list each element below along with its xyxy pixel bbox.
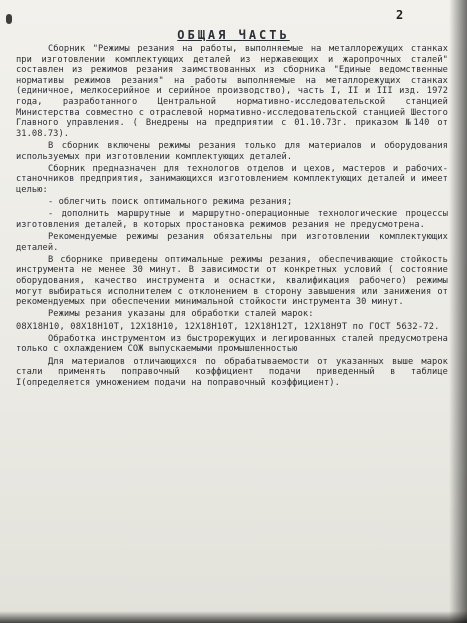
paragraph-optimal-modes: В сборнике приведены оптимальные режимы резания, обеспечивающие стойкость инструмента не менее 30 минут. В зависимости от конкретных условий ( состояние оборудования, качество инструмента и оснастки, квалификация рабочего) режимы могут выбираться исполнителем с отклонением в сторону завышения или занижения от рекомендуемых при обеспечении минимальной стойкости инструмента 30 минут.	[16, 254, 448, 308]
bullet-item: - облегчить поиск оптимального режима резания;	[48, 197, 293, 208]
steel-grades-list: 08Х18Н10, 08Х18Н10Т, 12Х18Н10, 12Х18Н10Т, 12Х18Н12Т, 12Х18Н9Т по ГОСТ 5632-72.	[16, 321, 440, 332]
page-edge-shadow	[449, 0, 467, 623]
punch-hole	[6, 14, 12, 24]
paragraph-intro: Сборник "Режимы резания на работы, выполняемые на металлорежущих станках при изготовлении комплектующих деталей из нержавеющих и жаропрочных сталей" составлен из режимов резания заимствованных из сборника "Единые ведомственные нормативы режимов резания" на работы выполняемые на металлорежущих станках (единичное, мелкосерийное и серийное производство), часть I, II и III изд. 1972 года, разработанного Центральной нормативно-исследовательской станцией Министерства совместно с отраслевой нормативно-исследовательской станцией Шестого Главного управления. ( Внедрены на предприятии с 01.10.73г. приказом №140 от 31.08.73).	[16, 44, 448, 139]
page-bottom-shadow	[0, 611, 467, 623]
page-heading: ОБЩАЯ ЧАСТЬ	[177, 28, 290, 42]
paragraph-purpose: Сборник предназначен для технологов отделов и цехов, мастеров и рабочих-станочников предприятия, занимающихся изготовлением комплектующих деталей и имеет целью:	[16, 163, 448, 195]
paragraph-steel-intro: Режимы резания указаны для обработки сталей марок:	[48, 309, 314, 320]
paragraph-recommended: Рекомендуемые режимы резания обязательны при изготовлении комплектующих деталей.	[16, 232, 448, 253]
paragraph-correction-factor: Для материалов отличающихся по обрабатываемости от указанных выше марок стали применять поправочный коэффициент подачи приведенный в таблице I(определяется умножением подачи на поправочный коэффициент).	[16, 356, 448, 388]
paragraph-scope: В сборник включены режимы резания только для материалов и оборудования используемых при изготовлении комплектующих деталей.	[16, 140, 448, 162]
body-text	[16, 44, 448, 390]
bullet-item: - дополнить маршрутные и маршрутно-операционные технологические процессы изготовления деталей, в которых простановка режимов резания не предусмотрена.	[16, 209, 448, 230]
page-number: 2	[396, 8, 404, 22]
paragraph-coolant: Обработка инструментом из быстрорежущих и легированных сталей предусмотрена только с охлаждением СОЖ выпускаемыми промышленностью	[16, 333, 448, 355]
